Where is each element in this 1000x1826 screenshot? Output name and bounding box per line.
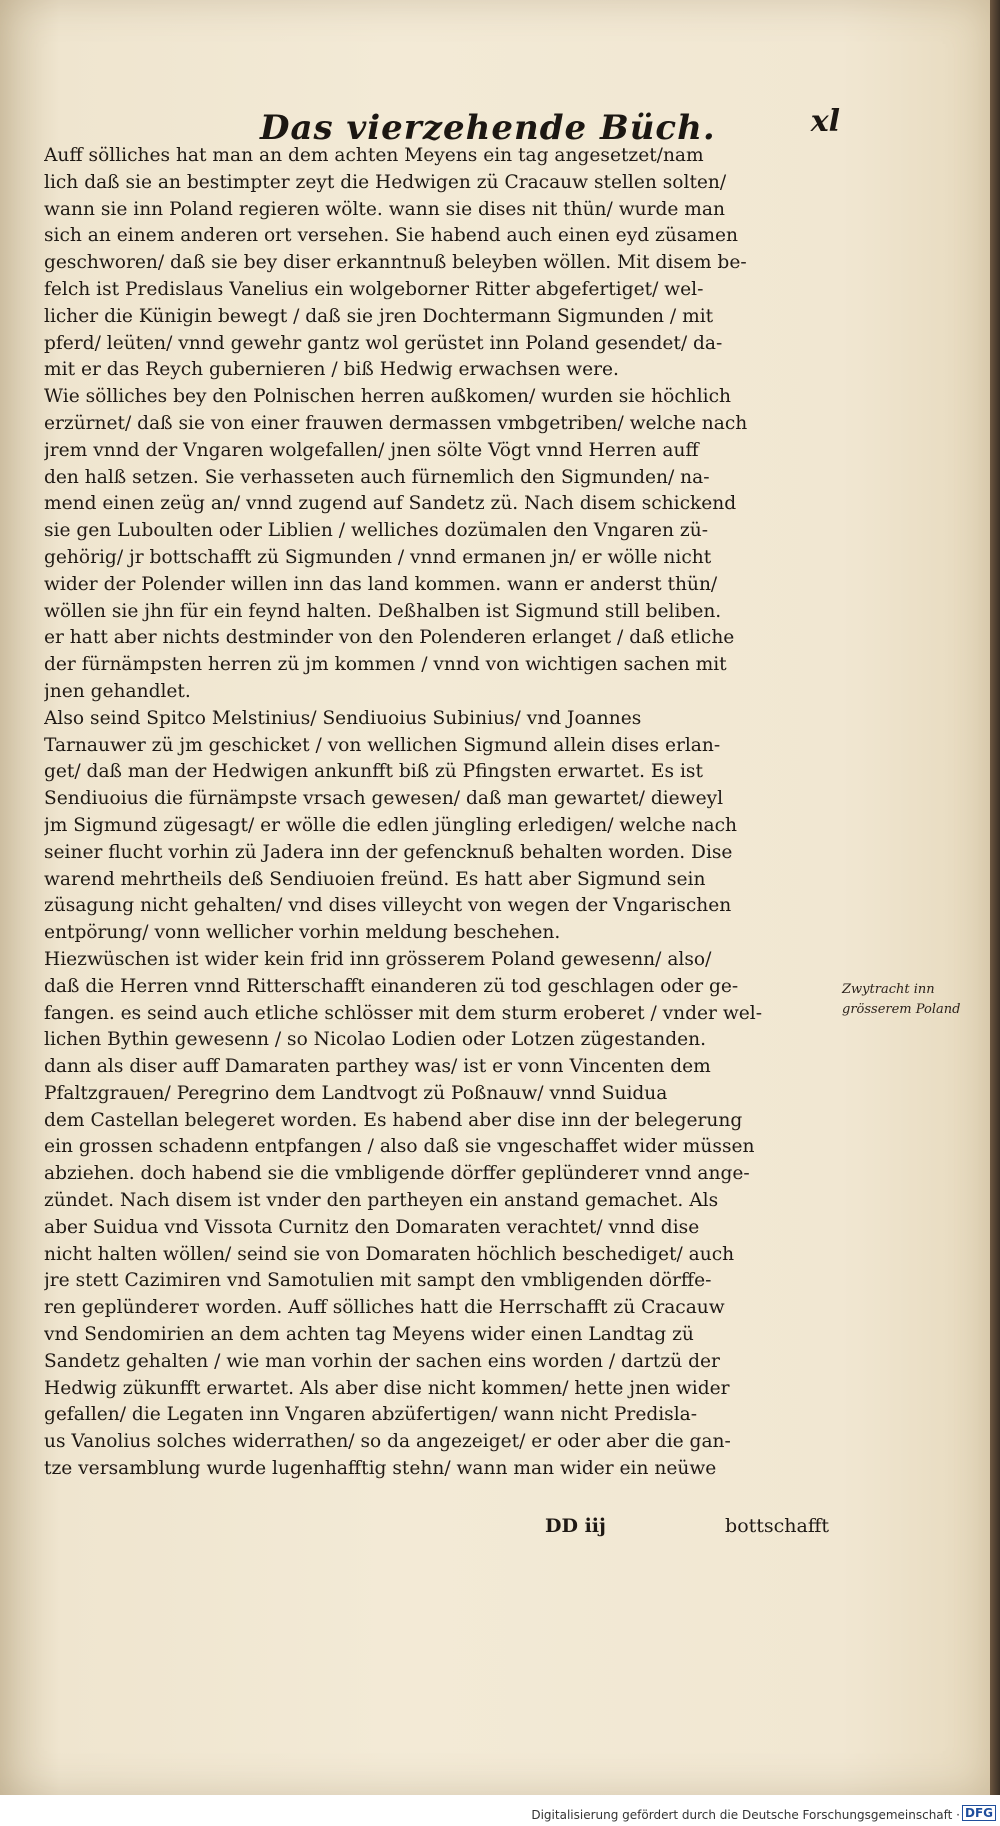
- text-line: wöllen sie jhn für ein feynd halten. Deßhalben ist Sigmund still beliben.: [44, 600, 722, 622]
- text-line: dann als diser auff Damaraten parthey was/ ist er vonn Vincenten dem: [44, 1056, 711, 1078]
- text-line: jnen gehandlet.: [44, 680, 191, 702]
- text-line: jm Sigmund zügesagt/ er wölle die edlen jüngling erledigen/ welche nach: [44, 814, 738, 836]
- text-line: Sendiuoius die fürnämpste vrsach gewesen/ daß man gewartet/ dieweyl: [44, 788, 724, 810]
- text-line: lich daß sie an bestimpter zeyt die Hedwigen zü Cracauw stellen solten/: [44, 171, 727, 193]
- page-footer-line: [545, 1515, 845, 1545]
- text-line: fangen. es seind auch etliche schlösser mit dem sturm eroberet / vnder wel-: [44, 1002, 762, 1024]
- text-line: licher die Künigin bewegt / daß sie jren Dochtermann Sigmunden / mit: [44, 305, 714, 327]
- digitization-footer: [0, 1795, 1000, 1826]
- text-line: er hatt aber nichts destminder von den Polenderen erlanget / daß etliche: [44, 627, 735, 649]
- text-line: nicht halten wöllen/ seind sie von Domaraten höchlich beschediget/ auch: [44, 1243, 735, 1265]
- text-line: aber Suidua vnd Vissota Curnitz den Domaraten verachtet/ vnnd dise: [44, 1216, 700, 1238]
- text-line: Pfaltzgrauen/ Peregrino dem Landtvogt zü Poßnauw/ vnnd Suidua: [44, 1082, 668, 1104]
- catchword: bottschafft: [725, 1515, 829, 1537]
- text-line: Tarnauwer zü jm geschicket / von wellichen Sigmund allein dises erlan-: [44, 734, 721, 756]
- text-line: Wie sölliches bey den Polnischen herren außkomen/ wurden sie höchlich: [44, 386, 732, 408]
- folio-number: xl: [810, 104, 840, 139]
- text-line: Also seind Spitco Melstinius/ Sendiuoius Subinius/ vnd Joannes: [44, 707, 642, 729]
- text-line: entpörung/ vonn wellicher vorhin meldung beschehen.: [44, 922, 561, 944]
- text-line: mit er das Reych gubernieren / biß Hedwig erwachsen were.: [44, 359, 619, 381]
- text-line: geschworen/ daß sie bey diser erkanntnuß beleyben wöllen. Mit disem be-: [44, 252, 747, 274]
- text-line: sie gen Luboulten oder Liblien / welliches dozümalen den Vngaren zü-: [44, 520, 708, 542]
- text-line: jrem vnnd der Vngaren wolgefallen/ jnen sölte Vögt vnnd Herren auff: [44, 439, 699, 461]
- text-line: den halß setzen. Sie verhasseten auch fürnemlich den Sigmunden/ na-: [44, 466, 710, 488]
- text-line: Sandetz gehalten / wie man vorhin der sachen eins worden / dartzü der: [44, 1350, 720, 1372]
- text-line: Auff sölliches hat man an dem achten Meyens ein tag angesetzet/nam: [44, 145, 704, 166]
- text-line: jre stett Cazimiren vnd Samotulien mit sampt den vmbligenden dörffe-: [44, 1270, 712, 1292]
- text-line: pferd/ leüten/ vnnd gewehr gantz wol gerüstet inn Poland gesendet/ da-: [44, 332, 723, 354]
- marginal-note: Zwytracht inn grösserem Poland: [842, 982, 961, 1017]
- text-line: dem Castellan belegeret worden. Es habend aber dise inn der belegerung: [44, 1109, 743, 1131]
- text-line: get/ daß man der Hedwigen ankunfft biß zü Pfingsten erwartet. Es ist: [44, 761, 703, 783]
- text-line: tze versamblung wurde lugenhafftig stehn/ wann man wider ein neüwe: [44, 1458, 717, 1480]
- text-line: erzürnet/ daß sie von einer frauwen dermassen vmbgetriben/ welche nach: [44, 412, 748, 434]
- text-line: lichen Bythin gewesenn / so Nicolao Lodien oder Lotzen zügestanden.: [44, 1029, 707, 1051]
- page-edge: [990, 0, 1000, 1795]
- body-text: [44, 143, 844, 1483]
- running-title: Das vierzehende Büch.: [260, 108, 716, 148]
- text-line: abziehen. doch habend sie die vmbligende dörffer geplündereт vnnd ange-: [44, 1163, 750, 1185]
- text-line: wann sie inn Poland regieren wölte. wann sie dises nit thün/ wurde man: [44, 198, 725, 220]
- text-line: gehörig/ jr bottschafft zü Sigmunden / vnnd ermanen jn/ er wölle nicht: [44, 546, 712, 568]
- text-line: vnd Sendomirien an dem achten tag Meyens wider einen Landtag zü: [44, 1324, 694, 1346]
- text-line: gefallen/ die Legaten inn Vngaren abzüfertigen/ wann nicht Predisla-: [44, 1404, 698, 1426]
- text-line: ein grossen schadenn entpfangen / also daß sie vngeschaffet wider müssen: [44, 1136, 755, 1158]
- text-line: warend mehrtheils deß Sendiuoien freünd. Es hatt aber Sigmund sein: [44, 868, 706, 890]
- dfg-logo: DFG: [962, 1805, 996, 1821]
- text-line: wider der Polender willen inn das land kommen. wann er anderst thün/: [44, 573, 718, 595]
- text-line: felch ist Predislaus Vanelius ein wolgeborner Ritter abgefertiget/ wel-: [44, 278, 704, 300]
- text-line: der fürnämpsten herren zü jm kommen / vnnd von wichtigen sachen mit: [44, 654, 727, 676]
- signature-mark: DD iij: [545, 1515, 606, 1537]
- text-line: seiner flucht vorhin zü Jadera inn der gefencknuß behalten worden. Dise: [44, 841, 733, 863]
- text-line: ren geplündereт worden. Auff sölliches hatt die Herrschafft zü Cracauw: [44, 1297, 725, 1319]
- text-line: Hedwig zükunfft erwartet. Als aber dise nicht kommen/ hette jnen wider: [44, 1377, 730, 1399]
- text-line: daß die Herren vnnd Ritterschafft einanderen zü tod geschlagen oder ge-: [44, 975, 739, 997]
- text-line: Hiezwüschen ist wider kein frid inn grösserem Poland gewesenn/ also/: [44, 948, 712, 970]
- text-line: us Vanolius solches widerrathen/ so da angezeiget/ er oder aber die gan-: [44, 1431, 731, 1453]
- text-line: züsagung nicht gehalten/ vnd dises villeycht von wegen der Vngarischen: [44, 895, 732, 917]
- text-line: sich an einem anderen ort versehen. Sie habend auch einen eyd züsamen: [44, 225, 739, 247]
- text-line: zündet. Nach disem ist vnder den partheyen ein anstand gemachet. Als: [44, 1190, 719, 1212]
- running-header: [60, 104, 840, 148]
- funding-credit: Digitalisierung gefördert durch die Deutsche Forschungsgemeinschaft ·: [531, 1808, 960, 1822]
- text-line: mend einen zeüg an/ vnnd zugend auf Sandetz zü. Nach disem schickend: [44, 493, 737, 515]
